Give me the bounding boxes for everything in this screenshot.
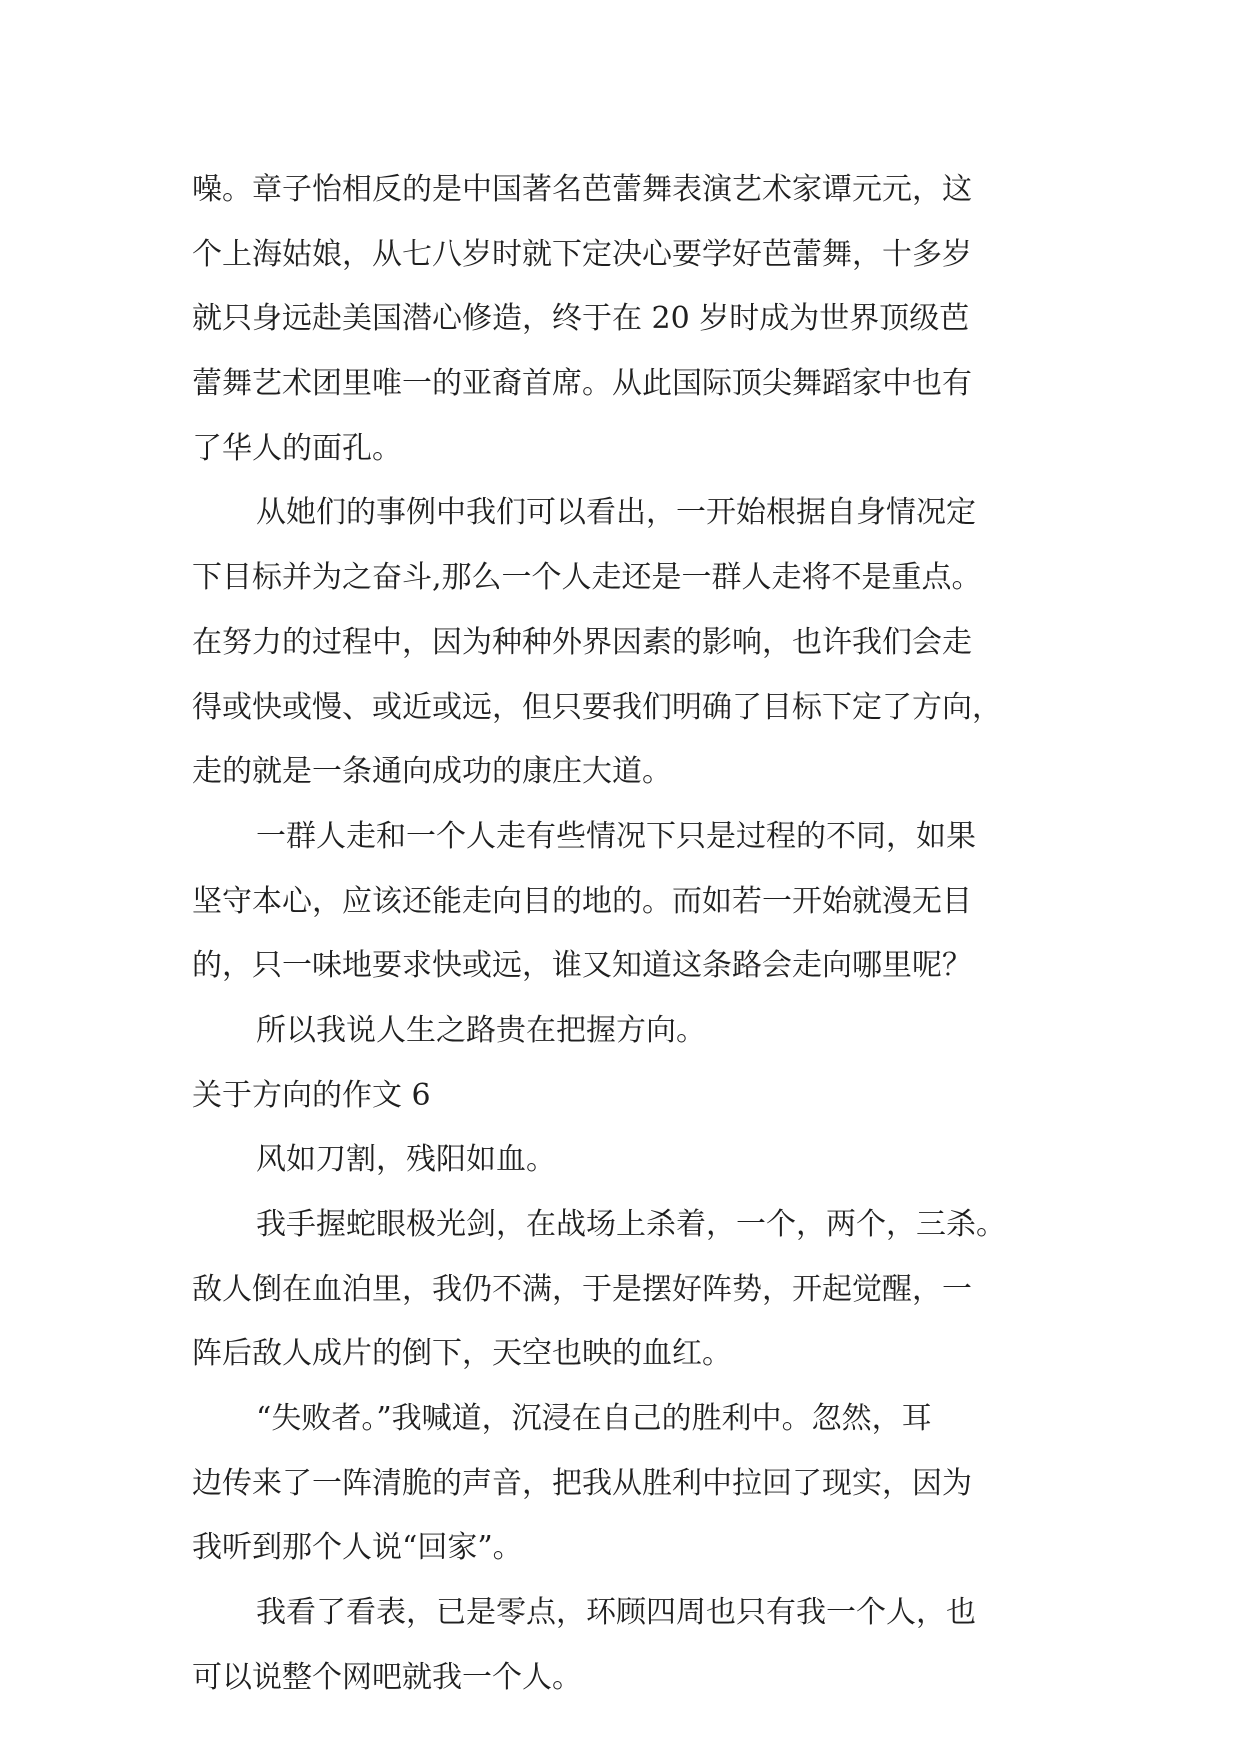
- paragraph-line: 坚守本心，应该还能走向目的地的。而如若一开始就漫无目: [192, 883, 972, 919]
- paragraph-line: 从她们的事例中我们可以看出，一开始根据自身情况定: [256, 495, 976, 531]
- paragraph-line: 一群人走和一个人走有些情况下只是过程的不同，如果: [256, 818, 976, 854]
- paragraph-line: 就只身远赴美国潜心修造，终于在 20 岁时成为世界顶级芭: [192, 301, 970, 337]
- paragraph-line: 噪。章子怡相反的是中国著名芭蕾舞表演艺术家谭元元，这: [192, 172, 972, 207]
- paragraph-line: 的，只一味地要求快或远，谁又知道这条路会走向哪里呢？: [192, 948, 972, 984]
- paragraph-line: 我看了看表，已是零点，环顾四周也只有我一个人，也: [256, 1595, 976, 1631]
- paragraph-line: 在努力的过程中，因为种种外界因素的影响，也许我们会走: [192, 624, 972, 660]
- paragraph-line: 了华人的面孔。: [192, 430, 402, 466]
- paragraph-line: 下目标并为之奋斗,那么一个人走还是一群人走将不是重点。: [192, 560, 982, 596]
- paragraph-line: 所以我说人生之路贵在把握方向。: [256, 1012, 706, 1048]
- paragraph-line: 个上海姑娘，从七八岁时就下定决心要学好芭蕾舞，十多岁: [192, 236, 972, 272]
- paragraph-line: 敌人倒在血泊里，我仍不满，于是摆好阵势，开起觉醒，一: [192, 1271, 972, 1307]
- paragraph-line: 可以说整个网吧就我一个人。: [192, 1659, 582, 1695]
- paragraph-line: 边传来了一阵清脆的声音，把我从胜利中拉回了现实，因为: [192, 1465, 972, 1501]
- section-heading: 关于方向的作文 6: [192, 1077, 431, 1113]
- paragraph-line: “失败者。”我喊道，沉浸在自己的胜利中。忽然，耳: [256, 1401, 932, 1437]
- paragraph-line: 我听到那个人说“回家”。: [192, 1530, 523, 1566]
- paragraph-line: 走的就是一条通向成功的康庄大道。: [192, 754, 672, 790]
- paragraph-line: 得或快或慢、或近或远，但只要我们明确了目标下定了方向，: [192, 689, 1002, 725]
- paragraph-line: 我手握蛇眼极光剑，在战场上杀着，一个，两个，三杀。: [256, 1207, 1006, 1242]
- paragraph-line: 风如刀割，残阳如血。: [256, 1142, 556, 1178]
- document-body: [192, 158, 1052, 1711]
- paragraph-line: 蕾舞艺术团里唯一的亚裔首席。从此国际顶尖舞蹈家中也有: [192, 366, 972, 402]
- paragraph-line: 阵后敌人成片的倒下，天空也映的血红。: [192, 1336, 732, 1372]
